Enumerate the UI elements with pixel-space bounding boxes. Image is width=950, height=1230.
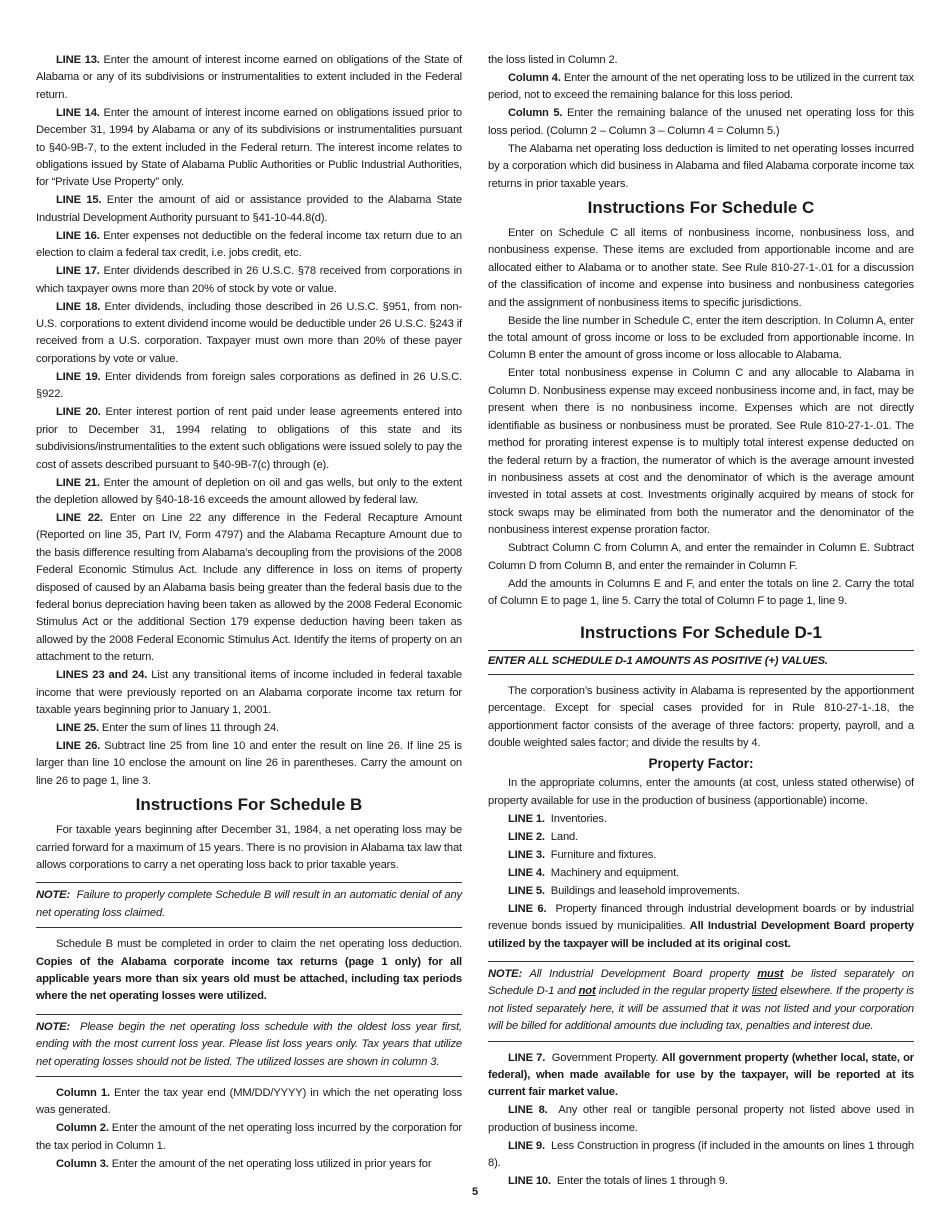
line-17-label: LINE 17. <box>56 265 100 278</box>
column-3-label: Column 3. <box>56 1157 109 1170</box>
line-17-text: Enter dividends described in 26 U.S.C. §78 received from corporations in which taxpayer owns more than 20% of stock by vote or value. <box>36 265 462 295</box>
line-20-label: LINE 20. <box>56 406 101 419</box>
property-line-9-label: LINE 9. <box>508 1139 545 1152</box>
line-26-text: Subtract line 25 from line 10 and enter the result on line 26. If line 25 is larger than line 10 enclose the amount on line 26 in parentheses. Carry the amount on line 26 to page 1, line 3. <box>36 739 462 787</box>
line-15-instruction <box>36 192 462 227</box>
property-factor-heading: Property Factor: <box>648 756 754 772</box>
note-text-3: included in the regular property <box>598 985 749 998</box>
lines-23-24-instruction <box>36 667 462 719</box>
page-number: 5 <box>471 1186 479 1198</box>
line-20-text: Enter interest portion of rent paid under lease agreements entered into prior to December 31, 1994 relating to obligations of this state and its subdivisions/instrumentalities to the extent such obligations were issued solely to pay the cost of assets described pursuant to §40-9B-7(c) through (e). <box>36 406 463 471</box>
line-14-text: Enter the amount of interest income earned on obligations issued prior to December 31, 1994 by Alabama or any of its subdivisions or instrumentalities pursuant to §40-9B-7, to the extent included in the Federal return. The interest income relates to obligations issued by State of Alabama Public Authorities or Public Industrial Authorities, for “Private Use Property” only. <box>36 106 463 189</box>
property-line-3-label: LINE 3. <box>508 848 545 861</box>
column-1-text: Enter the tax year end (MM/DD/YYYY) in which the net operating loss was generated. <box>36 1087 462 1117</box>
line-20-instruction <box>36 404 462 474</box>
lines-23-24-text: List any transitional items of income included in federal taxable income that were previously reported on an Alabama corporate income tax return for taxable years beginning prior to January 1, 2001. <box>36 669 462 716</box>
note-label: NOTE: <box>488 968 523 980</box>
column-5-label: Column 5. <box>508 107 563 120</box>
column-2-instruction <box>36 1120 462 1155</box>
note-text: Please begin the net operating loss schedule with the oldest loss year first, ending with the most current loss year. Please list loss years only. Tax years that utilize net operating losses should not be listed. The utilized losses are shown in column 3. <box>36 1020 463 1068</box>
property-line-5 <box>488 883 914 900</box>
property-factor-intro: In the appropriate columns, enter the amounts (at cost, unless stated otherwise) of property available for use in the production of business (apportionable) income. <box>488 777 914 807</box>
line-14-label: LINE 14. <box>56 106 100 119</box>
property-line-2-text: Land. <box>550 830 579 843</box>
line-15-text: Enter the amount of aid or assistance provided to the Alabama State Industrial Development Authority pursuant to §41-10-44.8(d). <box>36 194 462 224</box>
property-line-8-label: LINE 8. <box>508 1104 548 1117</box>
line-13-text: Enter the amount of interest income earned on obligations of the State of Alabama or any of its subdivisions or instrumentalities to extent included in the Federal return. <box>36 54 462 101</box>
line-21-instruction <box>36 475 462 510</box>
schedule-d1-banner: ENTER ALL SCHEDULE D-1 AMOUNTS AS POSITIVE (+) VALUES. <box>488 650 914 674</box>
line-22-instruction <box>36 510 462 667</box>
column-2-label: Column 2. <box>56 1122 109 1135</box>
note-not: not <box>578 985 596 998</box>
column-3-text: Enter the amount of the net operating loss utilized in prior years for <box>111 1157 432 1170</box>
line-26-label: LINE 26. <box>56 739 101 752</box>
property-line-1-text: Inventories. <box>550 812 607 825</box>
line-25-instruction <box>36 720 462 737</box>
property-line-1 <box>488 811 914 828</box>
schedule-b-note-order <box>36 1014 462 1077</box>
schedule-c-paragraph-2: Beside the line number in Schedule C, enter the item description. In Column A, enter the total amount of gross income or loss to be excluded from apportionable income. In Column B enter the amount of gross income or loss allocable to Alabama. <box>488 314 914 362</box>
note-label: NOTE: <box>36 889 71 902</box>
note-listed: listed <box>751 985 778 998</box>
line-16-text: Enter expenses not deductible on the federal income tax return due to an election to claim a federal tax credit, i.e. jobs credit, etc. <box>36 229 462 260</box>
column-2-text: Enter the amount of the net operating loss incurred by the corporation for the tax period in Column 1. <box>36 1122 462 1152</box>
line-21-label: LINE 21. <box>56 476 100 489</box>
idb-property-note <box>488 961 914 1042</box>
line-18-instruction <box>36 299 462 369</box>
line-13-label: LINE 13. <box>56 54 100 66</box>
property-line-4-label: LINE 4. <box>508 866 545 879</box>
column-3-continued: the loss listed in Column 2. <box>488 54 618 66</box>
line-25-text: Enter the sum of lines 11 through 24. <box>101 721 280 734</box>
property-line-7 <box>488 1050 914 1102</box>
schedule-b-intro: For taxable years beginning after December 31, 1984, a net operating loss may be carried forward for a maximum of 15 years. There is no provision in Alabama tax law that allows corporations to carry a net operating loss back to prior taxable years. <box>36 824 462 871</box>
left-column <box>36 52 462 1174</box>
property-line-8 <box>488 1102 914 1137</box>
line-18-text: Enter dividends, including those described in 26 U.S.C. §951, from non-U.S. corporations to extent dividend income would be deductible under 26 U.S.C. §243 if received from a U.S. corporation. Taxpayer must own more than 20% of these payer corporations by vote or value. <box>36 300 462 365</box>
property-line-9-text: Less Construction in progress (if included in the amounts on lines 1 through 8). <box>488 1139 914 1170</box>
property-line-2 <box>488 829 914 846</box>
schedule-b-required-bold: Copies of the Alabama corporate income tax returns (page 1 only) for all applicable years more than six years old must be attached, including tax periods where the net operating losses were utilized. <box>36 955 462 1003</box>
line-22-text: Enter on Line 22 any difference in the Federal Recapture Amount (Reported on line 35, Part IV, Form 4797) and the Alabama Recapture Amount due to the basis difference resulting from Alabama’s decoupling from the provisions of the 2008 Federal Economic Stimulus Act. Include any difference in loss on items of property disposed of caused by an Alabama basis being greater than the federal basis due to the federal bonus depreciation having been taken as allowed by the 2008 Federal Economic Stimulus Act or the additional Section 179 expense deduction having been taken as allowed by the 2008 Federal Economic Stimulus Act. Identify the items of property on an attachment to the return. <box>36 511 462 664</box>
nol-limitation: The Alabama net operating loss deduction is limited to net operating losses incurred by a corporation which did business in Alabama and filed Alabama corporate income tax returns in prior taxable years. <box>488 142 914 190</box>
property-line-6-label: LINE 6. <box>508 902 547 915</box>
property-line-7-text: Government Property. <box>551 1051 659 1064</box>
property-line-10-text: Enter the totals of lines 1 through 9. <box>556 1175 728 1188</box>
note-text-4: elsewhere. If the property is not listed separately here, it will be assumed that it was not listed and your corporation will be billed for additional amounts due including tax, penalties and interest due. <box>488 985 914 1033</box>
line-14-instruction <box>36 105 462 192</box>
property-line-9 <box>488 1138 914 1173</box>
note-text-2: be listed separately on Schedule D-1 and <box>488 968 914 998</box>
property-line-4-text: Machinery and equipment. <box>550 866 680 879</box>
line-19-instruction <box>36 369 462 404</box>
column-5-text: Enter the remaining balance of the unused net operating loss for this loss period. (Column 2 – Column 3 – Column 4 = Column 5.) <box>488 107 914 137</box>
line-21-text: Enter the amount of depletion on oil and gas wells, but only to the extent the depletion allowed by §40-18-16 exceeds the amount allowed by federal law. <box>36 476 462 506</box>
property-line-1-label: LINE 1. <box>508 812 545 825</box>
column-5-instruction <box>488 105 914 140</box>
line-15-label: LINE 15. <box>56 194 102 207</box>
property-line-10-label: LINE 10. <box>508 1175 551 1188</box>
schedule-d1-heading: Instructions For Schedule D-1 <box>580 623 822 643</box>
note-text: Failure to properly complete Schedule B will result in an automatic denial of any net operating loss claimed. <box>36 889 463 919</box>
property-line-7-label: LINE 7. <box>508 1051 546 1064</box>
property-line-6 <box>488 901 914 953</box>
property-line-2-label: LINE 2. <box>508 830 545 843</box>
right-column <box>488 52 914 1191</box>
line-19-label: LINE 19. <box>56 370 101 383</box>
schedule-b-note-denial <box>36 882 462 928</box>
lines-23-24-label: LINES 23 and 24. <box>56 669 148 682</box>
schedule-b-required <box>36 936 462 1006</box>
property-line-8-text: Any other real or tangible personal property not listed above used in production of business income. <box>488 1104 915 1134</box>
property-line-4 <box>488 865 914 882</box>
line-25-label: LINE 25. <box>56 721 99 734</box>
line-16-instruction <box>36 228 462 263</box>
schedule-b-required-text: Schedule B must be completed in order to claim the net operating loss deduction. <box>56 938 462 951</box>
line-18-label: LINE 18. <box>56 300 101 313</box>
column-1-label: Column 1. <box>56 1087 110 1100</box>
note-text-1: All Industrial Development Board property <box>529 968 750 980</box>
property-line-3-text: Furniture and fixtures. <box>550 848 657 861</box>
schedule-c-heading: Instructions For Schedule C <box>587 198 815 218</box>
note-label: NOTE: <box>36 1020 71 1033</box>
property-line-6-bold: All Industrial Development Board property utilized by the taxpayer will be included at its original cost. <box>488 920 914 950</box>
column-4-label: Column 4. <box>508 72 561 84</box>
line-22-label: LINE 22. <box>56 511 103 524</box>
note-must: must <box>757 968 784 980</box>
line-17-instruction <box>36 263 462 298</box>
column-4-instruction <box>488 70 914 105</box>
schedule-c-paragraph-1: Enter on Schedule C all items of nonbusiness income, nonbusiness loss, and nonbusiness expense. These items are excluded from apportionable income and are allocated either to Alabama or to another state. See Rule 810-27-1-.01 for a discussion of the classification of income and expense into business and nonbusiness categories and the assignment of nonbusiness items to specific jurisdictions. <box>488 227 914 309</box>
property-line-5-text: Buildings and leasehold improvements. <box>550 884 740 897</box>
line-19-text: Enter dividends from foreign sales corporations as defined in 26 U.S.C. §922. <box>36 370 462 401</box>
schedule-c-paragraph-4: Subtract Column C from Column A, and enter the remainder in Column E. Subtract Column D from Column B, and enter the remainder in Column F. <box>488 542 914 572</box>
property-line-3 <box>488 847 914 864</box>
property-line-5-label: LINE 5. <box>508 884 545 897</box>
property-line-7-bold: All government property (whether local, state, or federal), when made available for use by the taxpayer, will be reported at its current fair market value. <box>488 1051 914 1099</box>
column-4-text: Enter the amount of the net operating loss to be utilized in the current tax period, not to exceed the remaining balance for this loss period. <box>488 72 914 102</box>
column-3-instruction <box>36 1156 462 1173</box>
property-line-6-text: Property financed through industrial development boards or by industrial revenue bonds issued by municipalities. <box>488 902 914 933</box>
schedule-d1-intro: The corporation’s business activity in Alabama is represented by the apportionment percentage. Except for special cases provided for in Rule 810-27-1-.18, the apportionment factor consists of the average of three factors: property, payroll, and a double weighted sales factor; and divide the results by 4. <box>488 684 914 749</box>
line-13-instruction <box>36 52 462 104</box>
column-1-instruction <box>36 1085 462 1120</box>
schedule-c-paragraph-5: Add the amounts in Columns E and F, and enter the totals on line 2. Carry the total of Column E to page 1, line 5. Carry the total of Column F to page 1, line 9. <box>488 577 914 607</box>
schedule-b-heading: Instructions For Schedule B <box>135 795 363 815</box>
schedule-c-paragraph-3: Enter total nonbusiness expense in Column C and any allocable to Alabama in Column D. Nonbusiness expense may exceed nonbusiness income and, in fact, may be present when there is no nonbusiness income. Expenses which are not directly identifiable as business or nonbusiness must be prorated. See Rule 810-27-1-.01. The method for prorating interest expense is to multiply total interest expense deducted on the federal return by a fraction, the numerator of which is the average amount invested in nonbusiness assets at cost and the denominator of which is the average amount invested in total assets at cost. Investments originally acquired by means of stock for stock swaps may be eliminated from both the numerator and the denominator of the nonbusiness interest expense proration factor. <box>488 367 914 537</box>
line-16-label: LINE 16. <box>56 229 100 242</box>
line-26-instruction <box>36 738 462 790</box>
